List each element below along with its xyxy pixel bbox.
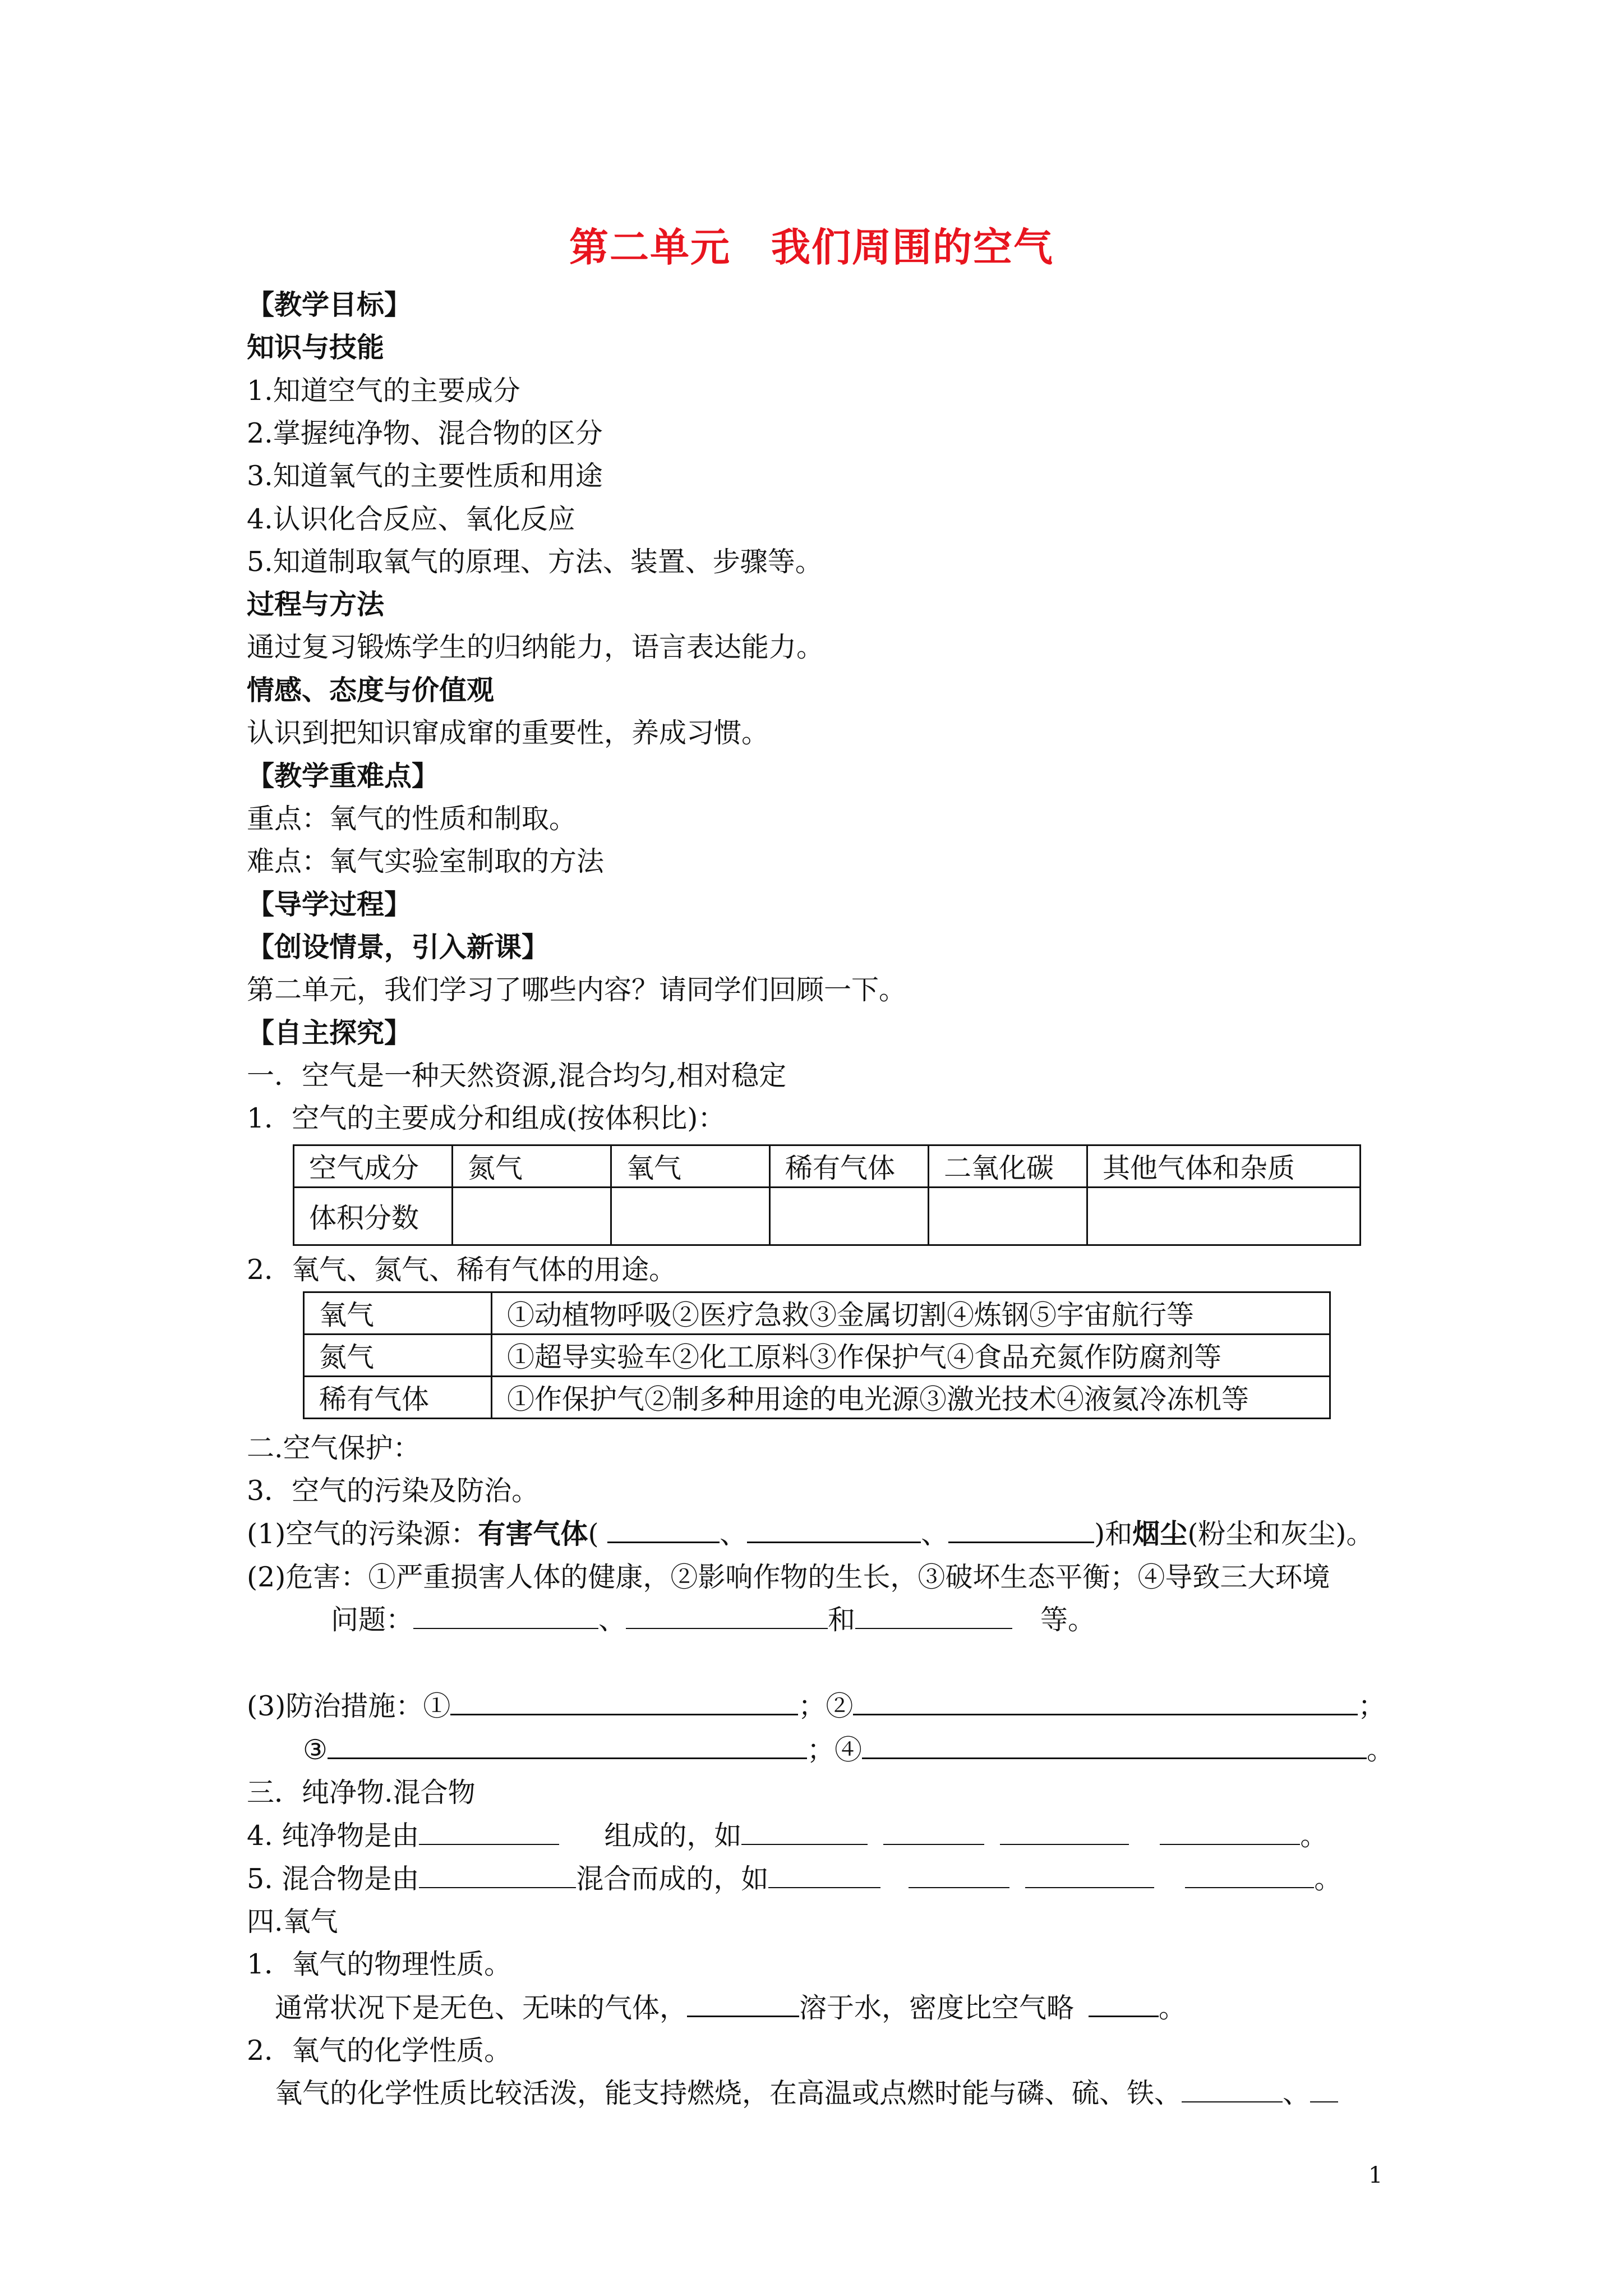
line-end: 。 <box>1366 1734 1394 1766</box>
question-2: 2．氧气、氮气、稀有气体的用途。 <box>247 1254 677 1286</box>
measure-2-label: ；② <box>798 1690 854 1722</box>
pollution-prefix: (1)空气的污染源： <box>247 1518 478 1550</box>
emotion-heading: 情感、态度与价值观 <box>247 674 495 706</box>
section-2-heading: 二.空气保护： <box>247 1432 421 1464</box>
explore-heading: 【自主探究】 <box>247 1017 412 1049</box>
measures-line-1 <box>247 1688 1385 1724</box>
process-heading: 过程与方法 <box>247 588 385 620</box>
separator: 、 <box>598 1604 626 1636</box>
answer-blank[interactable] <box>768 1862 880 1888</box>
harm-etc: 等。 <box>1040 1604 1096 1636</box>
question-1: 1．空气的主要成分和组成(按体积比)： <box>247 1102 726 1134</box>
o1-part-a: 通常状况下是无色、无味的气体， <box>275 1992 688 2024</box>
knowledge-item: 1.知道空气的主要成分 <box>247 375 520 407</box>
line-end: ； <box>1358 1690 1386 1722</box>
answer-blank[interactable] <box>450 1689 798 1715</box>
answer-blank[interactable] <box>883 1819 984 1845</box>
section-4-heading: 四.氧气 <box>247 1906 338 1938</box>
harm-line-1: (2)危害：①严重损害人体的健康，②影响作物的生长，③破坏生态平衡；④导致三大环境 <box>247 1561 1330 1593</box>
answer-blank[interactable] <box>328 1733 807 1759</box>
emotion-text: 认识到把知识窜成窜的重要性，养成习惯。 <box>247 717 769 749</box>
table-cell: ①超导实验车②化工原料③作保护气④食品充氮作防腐剂等 <box>492 1335 1330 1377</box>
table-row <box>304 1292 1330 1335</box>
knowledge-item: 5.知道制取氧气的原理、方法、装置、步骤等。 <box>247 546 823 578</box>
pollution-dust-label: 烟尘 <box>1132 1518 1188 1550</box>
table-cell: 稀有气体 <box>770 1145 929 1188</box>
table-cell: 氧气 <box>304 1292 492 1335</box>
answer-blank[interactable] <box>1000 1819 1129 1845</box>
answer-blank[interactable] <box>1185 1862 1314 1888</box>
separator: 、 <box>921 1518 949 1550</box>
o1-part-c: 。 <box>1159 1992 1187 2024</box>
measure-3-label: ③ <box>303 1734 328 1766</box>
intro-heading: 【创设情景，引入新课】 <box>247 931 550 963</box>
open-paren: ( <box>588 1518 599 1550</box>
measures-prefix: (3)防治措施：① <box>247 1690 451 1722</box>
answer-blank[interactable] <box>948 1517 1094 1543</box>
separator: 、 <box>1283 2077 1311 2109</box>
q5-end: 。 <box>1314 1863 1342 1895</box>
table-cell: 空气成分 <box>294 1145 453 1188</box>
answer-blank[interactable] <box>687 1991 799 2017</box>
table-row <box>294 1145 1361 1188</box>
answer-blank[interactable] <box>862 1733 1367 1759</box>
answer-cell[interactable] <box>1087 1188 1361 1245</box>
table-cell: ①作保护气②制多种用途的电光源③激光技术④液氦冷冻机等 <box>492 1377 1330 1419</box>
harm-and: 和 <box>828 1604 856 1636</box>
section-1-heading: 一．空气是一种天然资源,混合均匀,相对稳定 <box>247 1060 787 1092</box>
objectives-heading: 【教学目标】 <box>247 289 412 321</box>
separator: 、 <box>720 1518 748 1550</box>
keypoints-heading: 【教学重难点】 <box>247 760 440 792</box>
answer-blank[interactable] <box>626 1603 828 1629</box>
question-5 <box>247 1861 1341 1897</box>
answer-cell[interactable] <box>770 1188 929 1245</box>
answer-blank[interactable] <box>1160 1819 1300 1845</box>
oxygen-physical-heading: 1．氧气的物理性质。 <box>247 1948 512 1980</box>
answer-blank[interactable] <box>419 1819 559 1845</box>
pollution-line <box>247 1516 1374 1552</box>
pollution-dust-note: (粉尘和灰尘)。 <box>1187 1518 1374 1550</box>
answer-blank[interactable] <box>1182 2077 1283 2102</box>
page-title: 第二单元 我们周围的空气 <box>569 224 1054 270</box>
table-row <box>304 1335 1330 1377</box>
keypoint-focus: 重点：氧气的性质和制取。 <box>247 803 577 835</box>
close-paren: )和 <box>1094 1518 1133 1550</box>
answer-blank[interactable] <box>419 1862 576 1888</box>
table-cell: ①动植物呼吸②医疗急救③金属切割④炼钢⑤宇宙航行等 <box>492 1292 1330 1335</box>
answer-blank[interactable] <box>413 1603 598 1629</box>
answer-blank[interactable] <box>1310 2077 1338 2102</box>
answer-blank[interactable] <box>741 1819 868 1845</box>
q5-prefix: 5. 混合物是由 <box>247 1863 419 1895</box>
answer-blank[interactable] <box>853 1689 1358 1715</box>
answer-blank[interactable] <box>747 1517 921 1543</box>
table-cell: 氮气 <box>304 1335 492 1377</box>
oxygen-physical-text <box>275 1990 1186 2026</box>
section-3-heading: 三．纯净物.混合物 <box>247 1777 476 1809</box>
page-number: 1 <box>1368 2162 1383 2188</box>
answer-blank[interactable] <box>909 1862 1009 1888</box>
knowledge-item: 2.掌握纯净物、混合物的区分 <box>247 417 603 449</box>
process-text: 通过复习锻炼学生的归纳能力，语言表达能力。 <box>247 631 824 663</box>
answer-blank[interactable] <box>1025 1862 1154 1888</box>
air-composition-table <box>293 1144 1361 1246</box>
table-cell: 其他气体和杂质 <box>1087 1145 1361 1188</box>
table-cell: 氧气 <box>611 1145 770 1188</box>
table-cell: 稀有气体 <box>304 1377 492 1419</box>
gas-uses-table <box>303 1291 1331 1419</box>
answer-blank[interactable] <box>607 1517 720 1543</box>
answer-blank[interactable] <box>1089 1991 1159 2017</box>
knowledge-heading: 知识与技能 <box>247 332 385 364</box>
q5-mid: 混合而成的，如 <box>576 1863 769 1895</box>
knowledge-item: 4.认识化合反应、氧化反应 <box>247 503 575 535</box>
keypoint-difficulty: 难点：氧气实验室制取的方法 <box>247 845 605 877</box>
knowledge-item: 3.知道氧气的主要性质和用途 <box>247 460 603 492</box>
q4-mid: 组成的，如 <box>604 1820 742 1852</box>
pollution-gas-label: 有害气体 <box>478 1518 588 1550</box>
answer-cell[interactable] <box>929 1188 1087 1245</box>
table-cell: 体积分数 <box>294 1188 453 1245</box>
oxygen-chemical-text <box>275 2076 1338 2111</box>
question-4 <box>247 1818 1327 1854</box>
table-cell: 二氧化碳 <box>929 1145 1087 1188</box>
q4-end: 。 <box>1300 1820 1328 1852</box>
table-cell: 氮气 <box>453 1145 611 1188</box>
o1-part-b: 溶于水，密度比空气略 <box>799 1992 1075 2024</box>
o2-text: 氧气的化学性质比较活泼，能支持燃烧，在高温或点燃时能与磷、硫、铁、 <box>275 2077 1182 2109</box>
question-3: 3．空气的污染及防治。 <box>247 1475 540 1507</box>
answer-cell[interactable] <box>453 1188 611 1245</box>
guide-heading: 【导学过程】 <box>247 889 412 921</box>
harm-line-2 <box>331 1602 1095 1638</box>
intro-text: 第二单元，我们学习了哪些内容？请同学们回顾一下。 <box>247 974 907 1006</box>
harm-prefix: 问题： <box>331 1604 414 1636</box>
measures-line-2 <box>303 1732 1394 1768</box>
answer-blank[interactable] <box>855 1603 1012 1629</box>
table-row <box>304 1377 1330 1419</box>
oxygen-chemical-heading: 2．氧气的化学性质。 <box>247 2035 512 2067</box>
table-row <box>294 1188 1361 1245</box>
answer-cell[interactable] <box>611 1188 770 1245</box>
q4-prefix: 4. 纯净物是由 <box>247 1820 419 1852</box>
measure-4-label: ；④ <box>806 1734 862 1766</box>
